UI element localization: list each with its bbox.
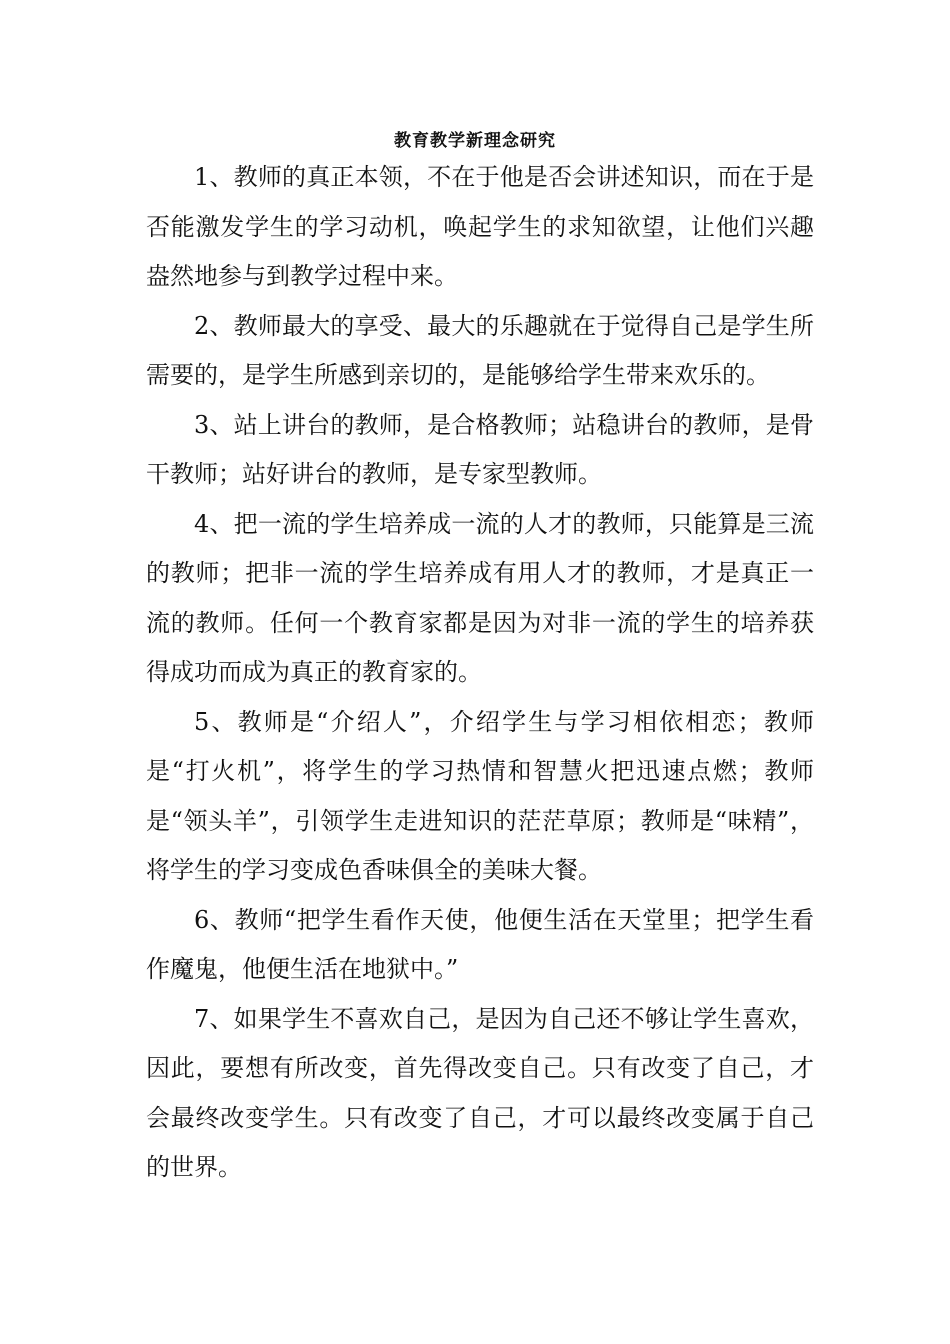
paragraph-5: 5、教师是“介绍人”，介绍学生与学习相依相恋；教师是“打火机”，将学生的学习热情和智慧火把迅速点燃；教师是“领头羊”，引领学生走进知识的茫茫草原；教师是“味精”，将学生的学习变成色香味俱全的美味大餐。 <box>146 707 814 884</box>
paragraph-6: 6、教师“把学生看作天使，他便生活在天堂里；把学生看作魔鬼，他便生活在地狱中。” <box>146 905 814 983</box>
paragraph-1: 1、教师的真正本领，不在于他是否会讲述知识，而在于是否能激发学生的学习动机，唤起学生的求知欲望，让他们兴趣盎然地参与到教学过程中来。 <box>146 163 814 290</box>
document-body <box>146 153 814 1193</box>
document-title: 教育教学新理念研究 <box>394 131 556 151</box>
paragraph-4: 4、把一流的学生培养成一流的人才的教师，只能算是三流的教师；把非一流的学生培养成有用人才的教师，才是真正一流的教师。任何一个教育家都是因为对非一流的学生的培养获得成功而成为真正的教育家的。 <box>146 509 814 686</box>
paragraph-2: 2、教师最大的享受、最大的乐趣就在于觉得自己是学生所需要的，是学生所感到亲切的，是能够给学生带来欢乐的。 <box>146 311 814 389</box>
paragraph-7: 7、如果学生不喜欢自己，是因为自己还不够让学生喜欢，因此，要想有所改变，首先得改变自己。只有改变了自己，才会最终改变学生。只有改变了自己，才可以最终改变属于自己的世界。 <box>146 1004 814 1181</box>
paragraph-3: 3、站上讲台的教师，是合格教师；站稳讲台的教师，是骨干教师；站好讲台的教师，是专家型教师。 <box>146 410 814 488</box>
